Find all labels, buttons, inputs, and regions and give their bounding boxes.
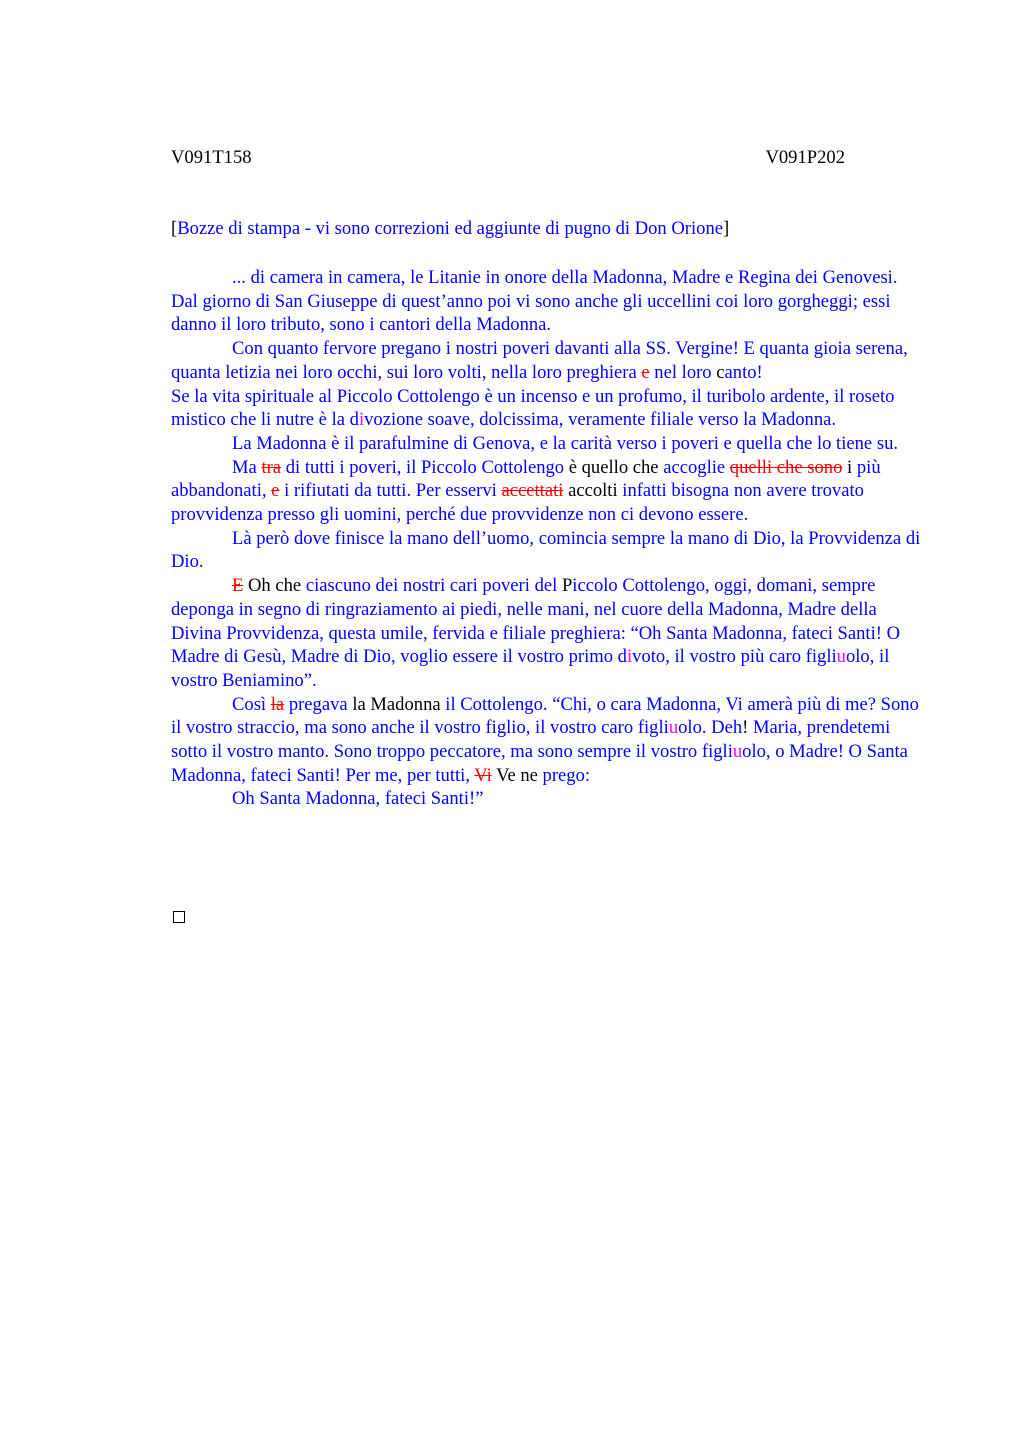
text-run: Così	[232, 693, 271, 715]
deletion: e	[271, 480, 280, 502]
paragraph-5-text: La Madonna è il parafulmine di Genova, e la carità verso i poveri e quella che lo tiene su.	[232, 432, 899, 454]
handwritten-addition: è quello che	[568, 456, 659, 478]
paragraph-2-text: Dal giorno di San Giuseppe di quest’anno poi vi sono anche gli uccellini coi loro gorgheggi; essi danno il loro tributo, sono i cantori della Madonna.	[171, 290, 891, 336]
text-run: pregava	[284, 693, 348, 715]
text-run: ciascuno dei nostri cari poveri del	[301, 575, 562, 597]
text-run: voto, il vostro più caro figli	[632, 646, 837, 668]
text-run: infatti bisogna non avere trovato provvidenza presso gli uomini, perché due provvidenze non ci devono essere.	[171, 480, 864, 526]
handwritten-addition: accolti	[563, 480, 618, 502]
text-run: accoglie	[658, 456, 730, 478]
header-right-code: V091P202	[765, 147, 845, 168]
paragraph-7	[171, 527, 931, 574]
deletion: E	[232, 575, 244, 597]
handwritten-addition: c	[716, 361, 725, 383]
deletion: la	[270, 693, 285, 715]
letter-correction: i	[358, 409, 365, 431]
paragraph-10-text: Oh Santa Madonna, fateci Santi!”	[232, 788, 484, 810]
handwritten-addition: la Madonna	[347, 693, 441, 715]
paragraph-2	[171, 290, 931, 337]
text-run: vozione soave, dolcissima, veramente filiale verso la Madonna.	[364, 409, 837, 431]
text-run: anto!	[724, 361, 763, 383]
text-run: nel loro	[649, 361, 717, 383]
text-run: il Cottolengo. “Chi, o cara Madonna, Vi amerà più di me? Sono il vostro straccio, ma sono anche il vostro figlio, il vostro caro figli	[171, 693, 919, 739]
paragraph-7-text: Là però dove finisce la mano dell’uomo, comincia sempre la mano di Dio, la Provvidenza di Dio.	[171, 527, 921, 573]
page-header	[171, 146, 845, 170]
text-run: iccolo Cottolengo, oggi, domani, sempre deponga in segno di ringraziamento ai piedi, nelle mani, nel cuore della Madonna, Madre della Divina Provvidenza, questa umile, fervida e filiale preghiera: “Oh Santa Madonna, fateci Santi! O Madre di Gesù, Madre di Dio, voglio essere il vostro primo d	[171, 575, 901, 668]
note-close-bracket: ]	[723, 218, 730, 239]
paragraph-4	[171, 385, 931, 432]
note-text: Bozze di stampa - vi sono correzioni ed aggiunte di pugno di Don Orione	[177, 218, 724, 239]
letter-correction: u	[732, 741, 743, 763]
letter-correction: i	[626, 646, 633, 668]
handwritten-addition: Ve ne	[491, 764, 538, 786]
paragraph-10	[171, 787, 931, 811]
header-left-code: V091T158	[171, 147, 252, 168]
deletion: e	[641, 361, 650, 383]
paragraph-1	[171, 266, 931, 290]
handwritten-addition: !	[742, 717, 749, 739]
text-run: Ma	[232, 456, 262, 478]
editorial-note	[171, 217, 729, 241]
deletion: Vi	[474, 764, 492, 786]
text-run: Se la vita spirituale al Piccolo Cottolengo è un incenso e un profumo, il turibolo ardente, il roseto mistico che li nutre è la d	[171, 385, 895, 431]
text-run: olo, o Madre! O Santa Madonna, fateci Santi! Per me, per tutti,	[171, 741, 908, 786]
text-run: più abbandonati,	[171, 456, 881, 502]
text-run: olo. Deh	[678, 717, 743, 739]
letter-correction: u	[668, 717, 679, 739]
deletion: quelli che sono	[729, 456, 843, 478]
handwritten-addition: i	[842, 456, 853, 478]
paragraph-1-text: ... di camera in camera, le Litanie in onore della Madonna, Madre e Regina dei Genovesi.	[232, 267, 898, 288]
paragraph-3	[171, 337, 931, 384]
letter-correction: u	[836, 646, 846, 668]
text-run: i rifiutati da tutti. Per esservi	[279, 480, 502, 502]
text-run: Con quanto fervore pregano i nostri poveri davanti alla SS. Vergine! E quanta gioia serena, quanta letizia nei loro occhi, sui loro volti, nella loro preghiera	[171, 338, 908, 383]
handwritten-addition: Oh che	[243, 575, 302, 597]
text-run: di tutti i poveri, il Piccolo Cottolengo	[281, 456, 569, 478]
paragraph-5	[171, 432, 931, 456]
paragraph-8	[171, 574, 931, 693]
paragraph-9	[171, 693, 931, 788]
text-run: Maria, prendetemi sotto il vostro manto. Sono troppo peccatore, ma sono sempre il vostro figli	[171, 717, 891, 763]
text-run: prego:	[537, 764, 591, 786]
text-run: olo, il vostro Beniamino”.	[171, 646, 890, 691]
paragraph-6	[171, 456, 931, 527]
deletion: accettati	[501, 480, 564, 502]
handwritten-addition: P	[561, 575, 573, 597]
deletion: tra	[261, 456, 282, 478]
end-of-document-box-icon	[173, 911, 185, 923]
note-open-bracket: [	[171, 218, 178, 239]
document-body	[171, 266, 931, 811]
